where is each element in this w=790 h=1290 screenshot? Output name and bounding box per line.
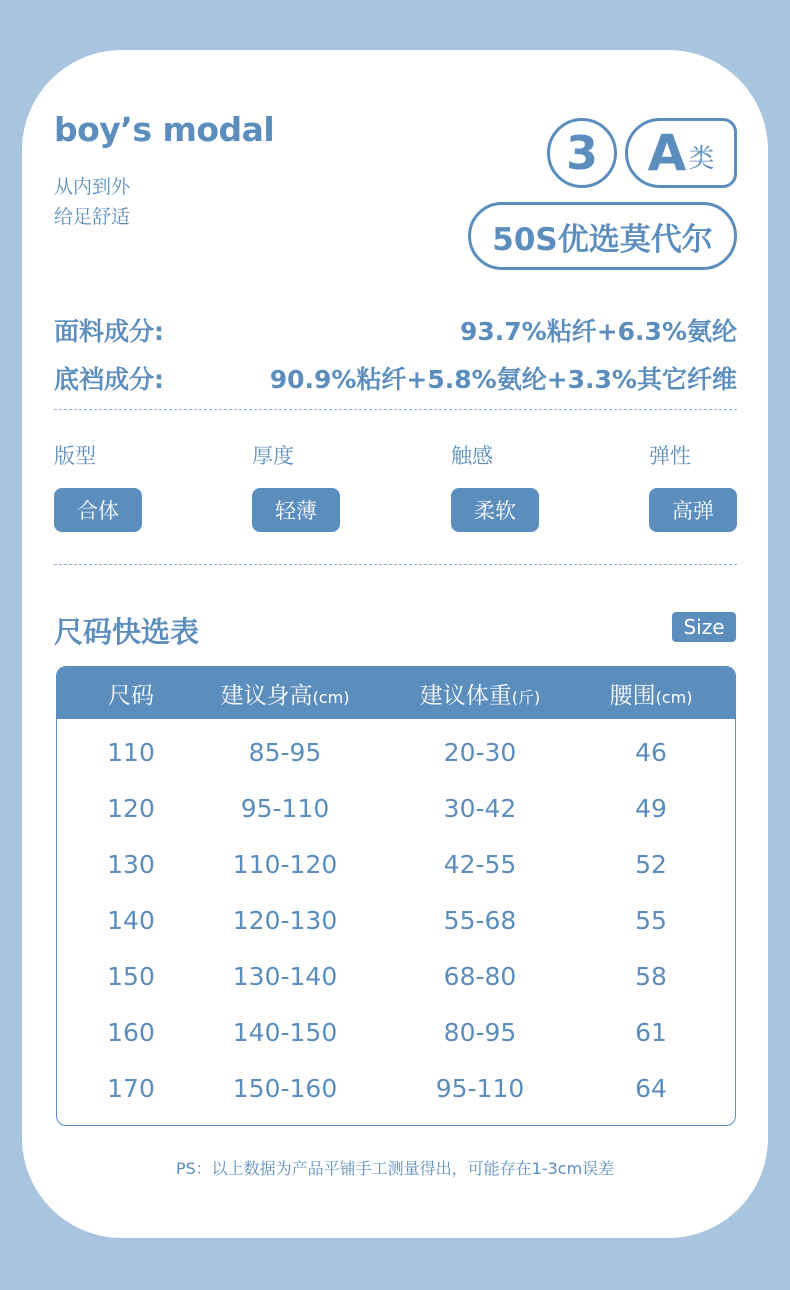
cell-weight: 68-80 <box>443 961 517 991</box>
size-chart-title: 尺码快选表 <box>54 615 200 649</box>
divider-middle <box>54 564 737 565</box>
measurement-footnote: PS：以上数据为产品平铺手工测量得出，可能存在1-3cm误差 <box>175 1159 615 1178</box>
cell-size: 140 <box>107 905 155 935</box>
table-row <box>57 948 735 1004</box>
crotch-composition-row <box>54 360 737 396</box>
fabric-composition-row <box>54 312 737 348</box>
cell-size: 130 <box>107 849 155 879</box>
cell-size: 160 <box>107 1017 155 1047</box>
attribute-label: 弹性 <box>649 444 691 468</box>
table-row <box>57 836 735 892</box>
header-waist <box>595 677 707 710</box>
header-height <box>205 677 365 710</box>
cell-waist: 61 <box>635 1017 667 1047</box>
cell-waist: 64 <box>635 1073 667 1103</box>
cell-waist: 58 <box>635 961 667 991</box>
attribute-label: 厚度 <box>252 444 294 468</box>
table-row <box>57 724 735 780</box>
header-text: 建议体重 <box>419 682 512 709</box>
attribute-value: 轻薄 <box>252 488 340 532</box>
crotch-composition-label: 底裆成分: <box>54 365 164 394</box>
cell-height: 120-130 <box>232 905 338 935</box>
size-table <box>56 666 736 1126</box>
size-table-body <box>57 719 735 1116</box>
tagline-line-1: 从内到外 <box>54 176 131 198</box>
cell-size: 150 <box>107 961 155 991</box>
table-row <box>57 1060 735 1116</box>
header-text: 建议身高 <box>220 682 313 709</box>
cell-waist: 49 <box>635 793 667 823</box>
cell-waist: 55 <box>635 905 667 935</box>
cell-weight: 55-68 <box>443 905 517 935</box>
attribute-touch <box>451 440 541 532</box>
header-text: 尺码 <box>108 682 154 709</box>
fabric-composition-value: 93.7%粘纤+6.3%氨纶 <box>459 317 737 346</box>
grade-letter: A <box>647 124 687 182</box>
product-card <box>22 50 768 1238</box>
cell-weight: 42-55 <box>443 849 517 879</box>
header-weight <box>365 677 595 710</box>
fabric-composition-label: 面料成分: <box>54 317 164 346</box>
cell-height: 85-95 <box>248 737 322 767</box>
attribute-thickness <box>252 440 342 532</box>
cell-size: 170 <box>107 1073 155 1103</box>
brand-tagline <box>54 172 130 232</box>
attribute-value: 合体 <box>54 488 142 532</box>
header-unit: (斤) <box>511 687 541 707</box>
header-size <box>57 677 205 710</box>
header-unit: (cm) <box>312 687 350 707</box>
size-tag: Size <box>672 612 736 642</box>
cell-size: 120 <box>107 793 155 823</box>
attribute-fit <box>54 440 144 532</box>
attribute-label: 触感 <box>451 444 493 468</box>
cell-height: 140-150 <box>232 1017 338 1047</box>
cell-waist: 52 <box>635 849 667 879</box>
attribute-elasticity <box>649 440 739 532</box>
grade-badge <box>625 118 737 188</box>
cell-height: 95-110 <box>240 793 330 823</box>
table-row <box>57 1004 735 1060</box>
cell-weight: 30-42 <box>443 793 517 823</box>
crotch-composition-value: 90.9%粘纤+5.8%氨纶+3.3%其它纤维 <box>269 365 737 394</box>
cell-waist: 46 <box>635 737 667 767</box>
cell-height: 150-160 <box>232 1073 338 1103</box>
attribute-label: 版型 <box>54 444 96 468</box>
header-text: 腰围 <box>609 682 656 709</box>
table-row <box>57 780 735 836</box>
number-badge: 3 <box>547 118 617 188</box>
cell-weight: 80-95 <box>443 1017 517 1047</box>
attribute-value: 柔软 <box>451 488 539 532</box>
brand-name: boy’s modal <box>54 110 275 149</box>
size-table-header <box>57 667 735 719</box>
tagline-line-2: 给足舒适 <box>54 206 131 228</box>
grade-suffix: 类 <box>688 143 715 174</box>
cell-weight: 20-30 <box>443 737 517 767</box>
cell-height: 110-120 <box>232 849 338 879</box>
header-unit: (cm) <box>655 687 693 707</box>
cell-weight: 95-110 <box>435 1073 525 1103</box>
cell-height: 130-140 <box>232 961 338 991</box>
table-row <box>57 892 735 948</box>
fabric-badge: 50S优选莫代尔 <box>468 202 737 270</box>
cell-size: 110 <box>107 737 155 767</box>
attribute-value: 高弹 <box>649 488 737 532</box>
divider-top <box>54 409 737 410</box>
